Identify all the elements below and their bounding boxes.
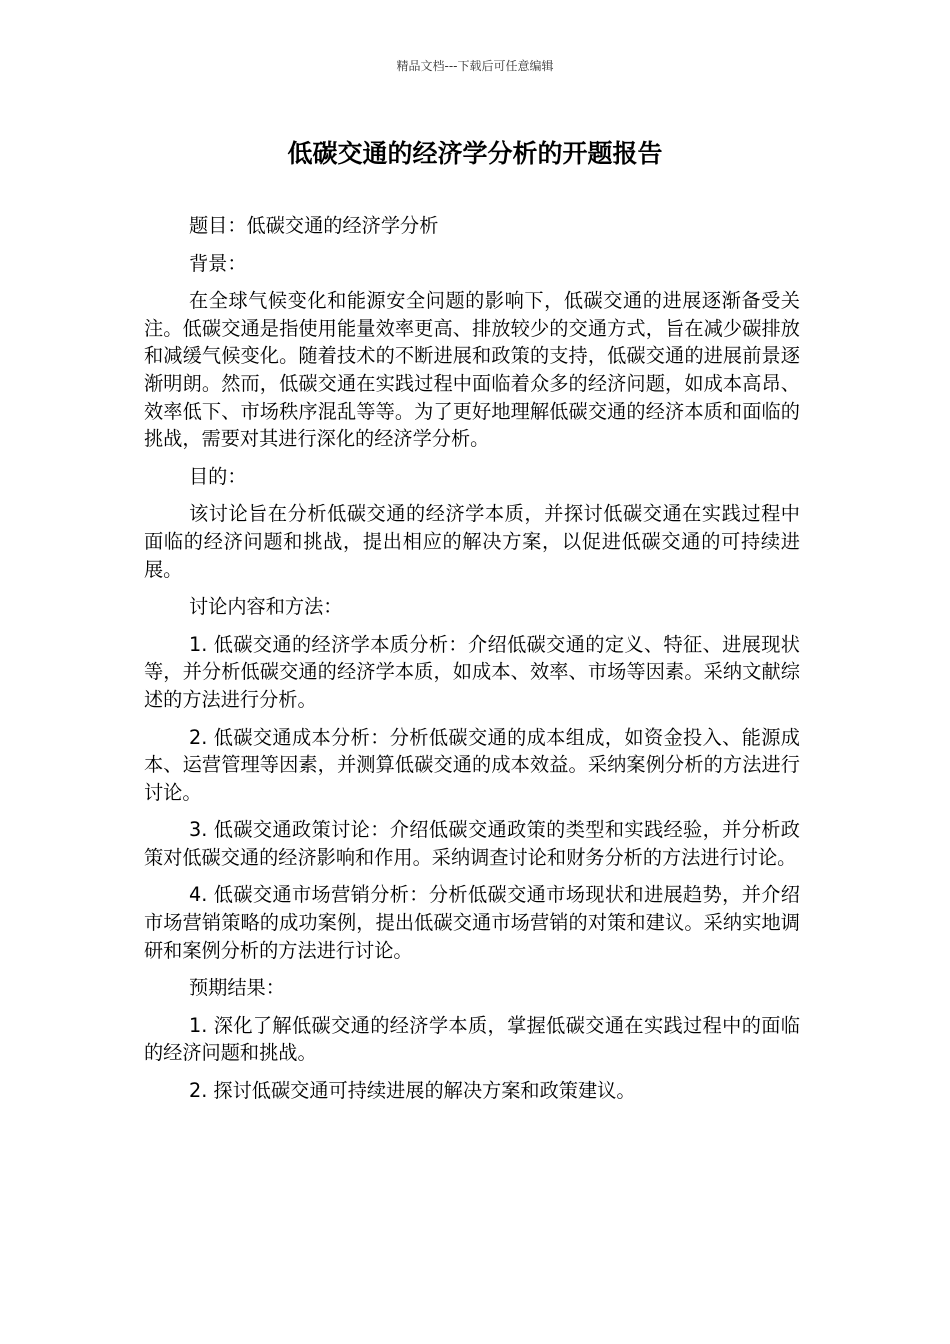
content-item-2: 2. 低碳交通成本分析：分析低碳交通的成本组成，如资金投入、能源成本、运营管理等因素，并测算低碳交通的成本效益。采纳案例分析的方法进行讨论。 — [144, 725, 800, 804]
document-body — [144, 212, 800, 1115]
document-title: 低碳交通的经济学分析的开题报告 — [287, 139, 663, 168]
section-heading-expected-results: 预期结果： — [189, 976, 285, 1000]
section-heading-purpose: 目的： — [189, 464, 247, 488]
content-item-4: 4. 低碳交通市场营销分析：分析低碳交通市场现状和进展趋势，并介绍市场营销策略的成功案例，提出低碳交通市场营销的对策和建议。采纳实地调研和案例分析的方法进行讨论。 — [144, 883, 800, 962]
section-heading-background: 背景： — [189, 251, 247, 275]
section-heading-content-methods: 讨论内容和方法： — [189, 595, 343, 619]
content-item-1: 1. 低碳交通的经济学本质分析：介绍低碳交通的定义、特征、进展现状等，并分析低碳交通的经济学本质，如成本、效率、市场等因素。采纳文献综述的方法进行分析。 — [144, 632, 800, 711]
content-item-3: 3. 低碳交通政策讨论：介绍低碳交通政策的类型和实践经验，并分析政策对低碳交通的经济影响和作用。采纳调查讨论和财务分析的方法进行讨论。 — [144, 818, 800, 869]
subject-line: 题目：低碳交通的经济学分析 — [189, 214, 439, 237]
background-paragraph: 在全球气候变化和能源安全问题的影响下，低碳交通的进展逐渐备受关注。低碳交通是指使用能量效率更高、排放较少的交通方式，旨在减少碳排放和减缓气候变化。随着技术的不断进展和政策的支持，低碳交通的进展前景逐渐明朗。然而，低碳交通在实践过程中面临着众多的经济问题，如成本高昂、效率低下、市场秩序混乱等等。为了更好地理解低碳交通的经济本质和面临的挑战，需要对其进行深化的经济学分析。 — [144, 289, 800, 451]
result-item-2: 2. 探讨低碳交通可持续进展的解决方案和政策建议。 — [189, 1079, 636, 1103]
purpose-paragraph: 该讨论旨在分析低碳交通的经济学本质，并探讨低碳交通在实践过程中面临的经济问题和挑战，提出相应的解决方案，以促进低碳交通的可持续进展。 — [144, 502, 800, 581]
result-item-1: 1. 深化了解低碳交通的经济学本质，掌握低碳交通在实践过程中的面临的经济问题和挑战。 — [144, 1013, 800, 1065]
header-note: 精品文档---下载后可任意编辑 — [396, 59, 554, 73]
